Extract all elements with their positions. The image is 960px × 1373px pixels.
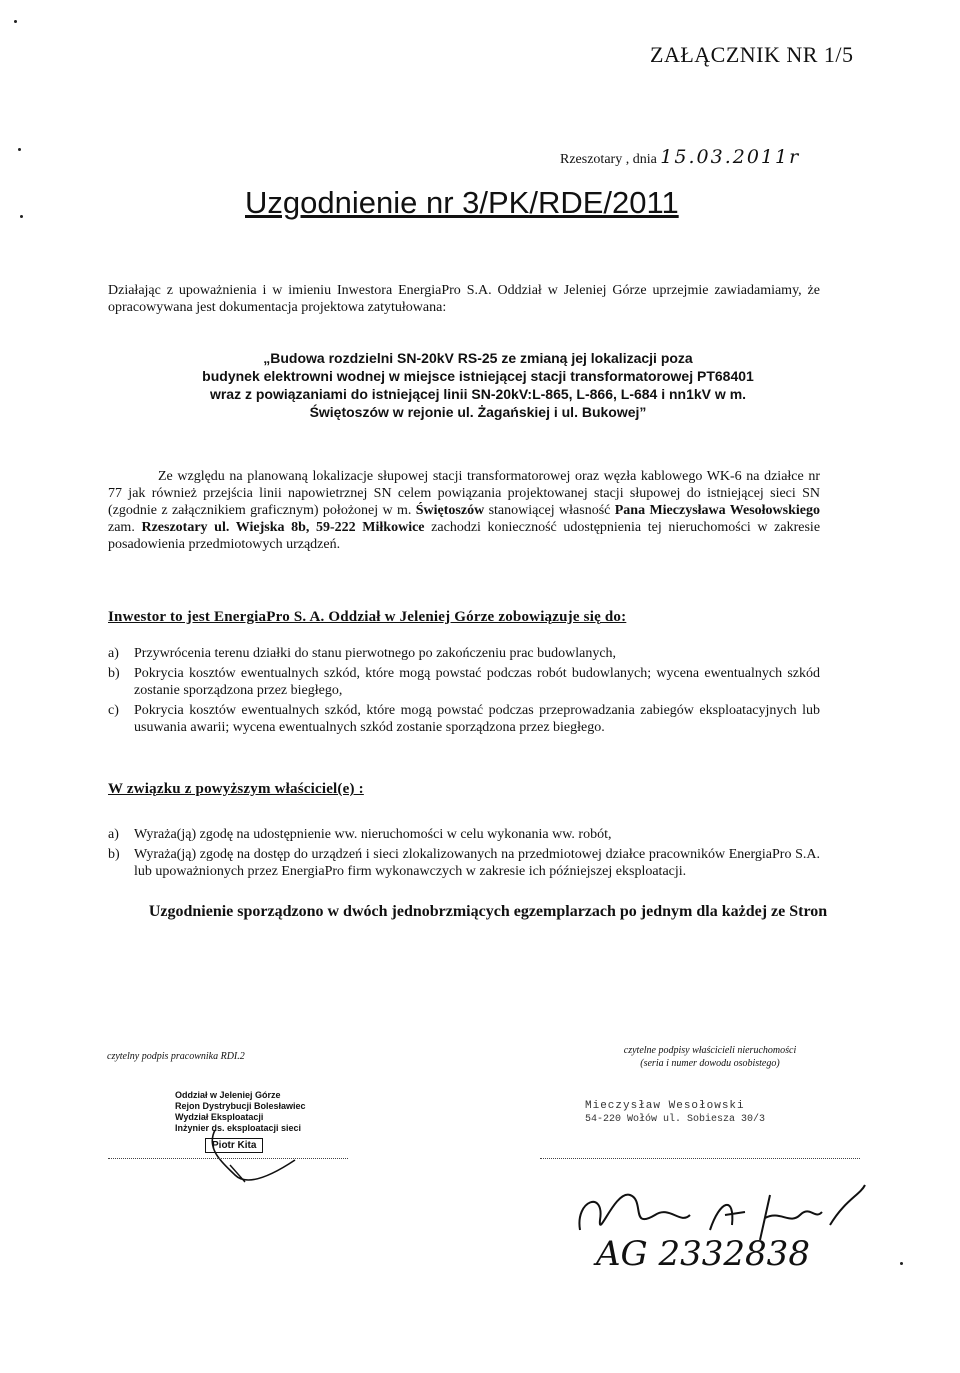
stamp-line: Inżynier ds. eksploatacji sieci [175, 1123, 302, 1133]
date-prefix: Rzeszotary , dnia [560, 152, 657, 167]
signature-line-right [540, 1158, 860, 1159]
stamp-name: Piotr Kita [205, 1138, 263, 1153]
scan-speck [20, 215, 23, 218]
employee-signature-caption: czytelny podpis pracownika RDI.2 [107, 1051, 245, 1062]
list-marker: c) [108, 703, 119, 718]
date-handwritten: 15.03.2011r [660, 146, 801, 168]
employee-signature-mark [175, 1120, 355, 1200]
list-item [108, 665, 820, 699]
subject-line: wraz z powiązaniami do istniejącej linii SN-20kV:L-865, L-866, L-684 i nn1kV w m. [209, 386, 747, 402]
document-title: Uzgodnienie nr 3/PK/RDE/2011 [245, 185, 679, 220]
scan-speck [14, 20, 17, 23]
body-text: zam. [108, 520, 135, 535]
list-item [108, 826, 820, 843]
stamp-line: 54-220 Wołów ul. Sobiesza 30/3 [585, 1114, 766, 1125]
owner-id-text: AG 2332838 [596, 1234, 810, 1274]
scan-speck [18, 148, 21, 151]
owner-heading: W związku z powyższym właściciel(e) : [108, 781, 364, 797]
owner-stamp [565, 1100, 765, 1126]
owner-list [108, 826, 820, 883]
subject-line: budynek elektrowni wodnej w miejsce istniejącej stacji transformatorowej PT68401 [202, 368, 754, 384]
closing-statement: Uzgodnienie sporządzono w dwóch jednobrzmiących egzemplarzach po jednym dla każdej ze Stron [148, 903, 828, 920]
signature-line-left [108, 1158, 348, 1159]
stamp-line: Mieczysław Wesołowski [585, 1100, 745, 1112]
caption-line: czytelne podpisy właścicieli nieruchomości [623, 1045, 797, 1056]
stamp-line: Rejon Dystrybucji Bolesławiec [175, 1101, 306, 1111]
list-marker: a) [108, 827, 119, 842]
list-text: Wyraża(ją) zgodę na udostępnienie ww. nieruchomości w celu wykonania ww. robót, [134, 827, 612, 842]
subject-line: Świętoszów w rejonie ul. Żagańskiej i ul. Bukowej” [309, 404, 647, 420]
list-marker: b) [108, 847, 120, 862]
list-item [108, 702, 820, 736]
list-text: Pokrycia kosztów ewentualnych szkód, które mogą powstać podczas robót budowlanych; wycena ewentualnych szkód zostanie sporządzona przez biegłego, [134, 666, 820, 698]
stamp-line: Oddział w Jeleniej Górze [175, 1090, 281, 1100]
list-text: Wyraża(ją) zgodę na dostęp do urządzeń i sieci zlokalizowanych na przedmiotowej działce pracowników EnergiaPro S.A. lub upoważnionych przez EnergiaPro firm wykonawczych w zakresie ich późniejszej eksploatacji. [134, 847, 820, 879]
investor-list [108, 645, 820, 739]
body-paragraph [108, 468, 820, 553]
caption-line: (seria i numer dowodu osobistego) [640, 1058, 780, 1069]
body-owner: Pana Mieczysława Wesołowskiego [614, 503, 820, 518]
scan-speck [900, 1262, 903, 1265]
body-text: stanowiącej własność [488, 503, 611, 518]
project-subject [148, 349, 808, 421]
body-text: Ze względu na planowaną lokalizacje słupowej stacji transformatorowej oraz węzła kablowego WK-6 na działce nr 77 jak również przejścia linii napowietrznej SN celem powiązania projektowanej stacji słupowej do istniejącej sieci SN (zgodnie z załącznikiem graficznym) położonej w m. [108, 469, 820, 518]
list-item [108, 846, 820, 880]
investor-heading: Inwestor to jest EnergiaPro S. A. Oddział w Jeleniej Górze zobowiązuje się do: [108, 609, 627, 625]
intro-paragraph: Działając z upoważnienia i w imieniu Inwestora EnergiaPro S.A. Oddział w Jeleniej Górze uprzejmie zawiadamiamy, że opracowywana jest dokumentacja projektowa zatytułowana: [108, 283, 820, 315]
annex-label: ZAŁĄCZNIK NR 1/5 [650, 42, 854, 67]
body-text: zachodzi konieczność udostępnienia tej nieruchomości w zakresie posadowienia przedmiotowych urządzeń. [108, 520, 821, 552]
date-line [560, 146, 800, 168]
body-address: Rzeszotary ul. Wiejska 8b, 59-222 Miłkowice [141, 520, 425, 535]
subject-line: „Budowa rozdzielni SN-20kV RS-25 ze zmianą jej lokalizacji poza [263, 350, 693, 366]
body-town: Świętoszów [415, 503, 485, 518]
stamp-line: Wydział Eksploatacji [175, 1112, 264, 1122]
owner-signature-caption [540, 1044, 880, 1070]
owner-id-handwritten [588, 1225, 888, 1285]
list-text: Pokrycia kosztów ewentualnych szkód, które mogą powstać podczas przeprowadzania zabiegów eksploatacyjnych lub usuwania awarii; wycena ewentualnych szkód zostanie sporządzona przez biegłego. [134, 703, 820, 735]
list-text: Przywrócenia terenu działki do stanu pierwotnego po zakończeniu prac budowlanych, [134, 646, 617, 661]
list-marker: b) [108, 666, 120, 681]
list-item [108, 645, 820, 662]
list-marker: a) [108, 646, 119, 661]
